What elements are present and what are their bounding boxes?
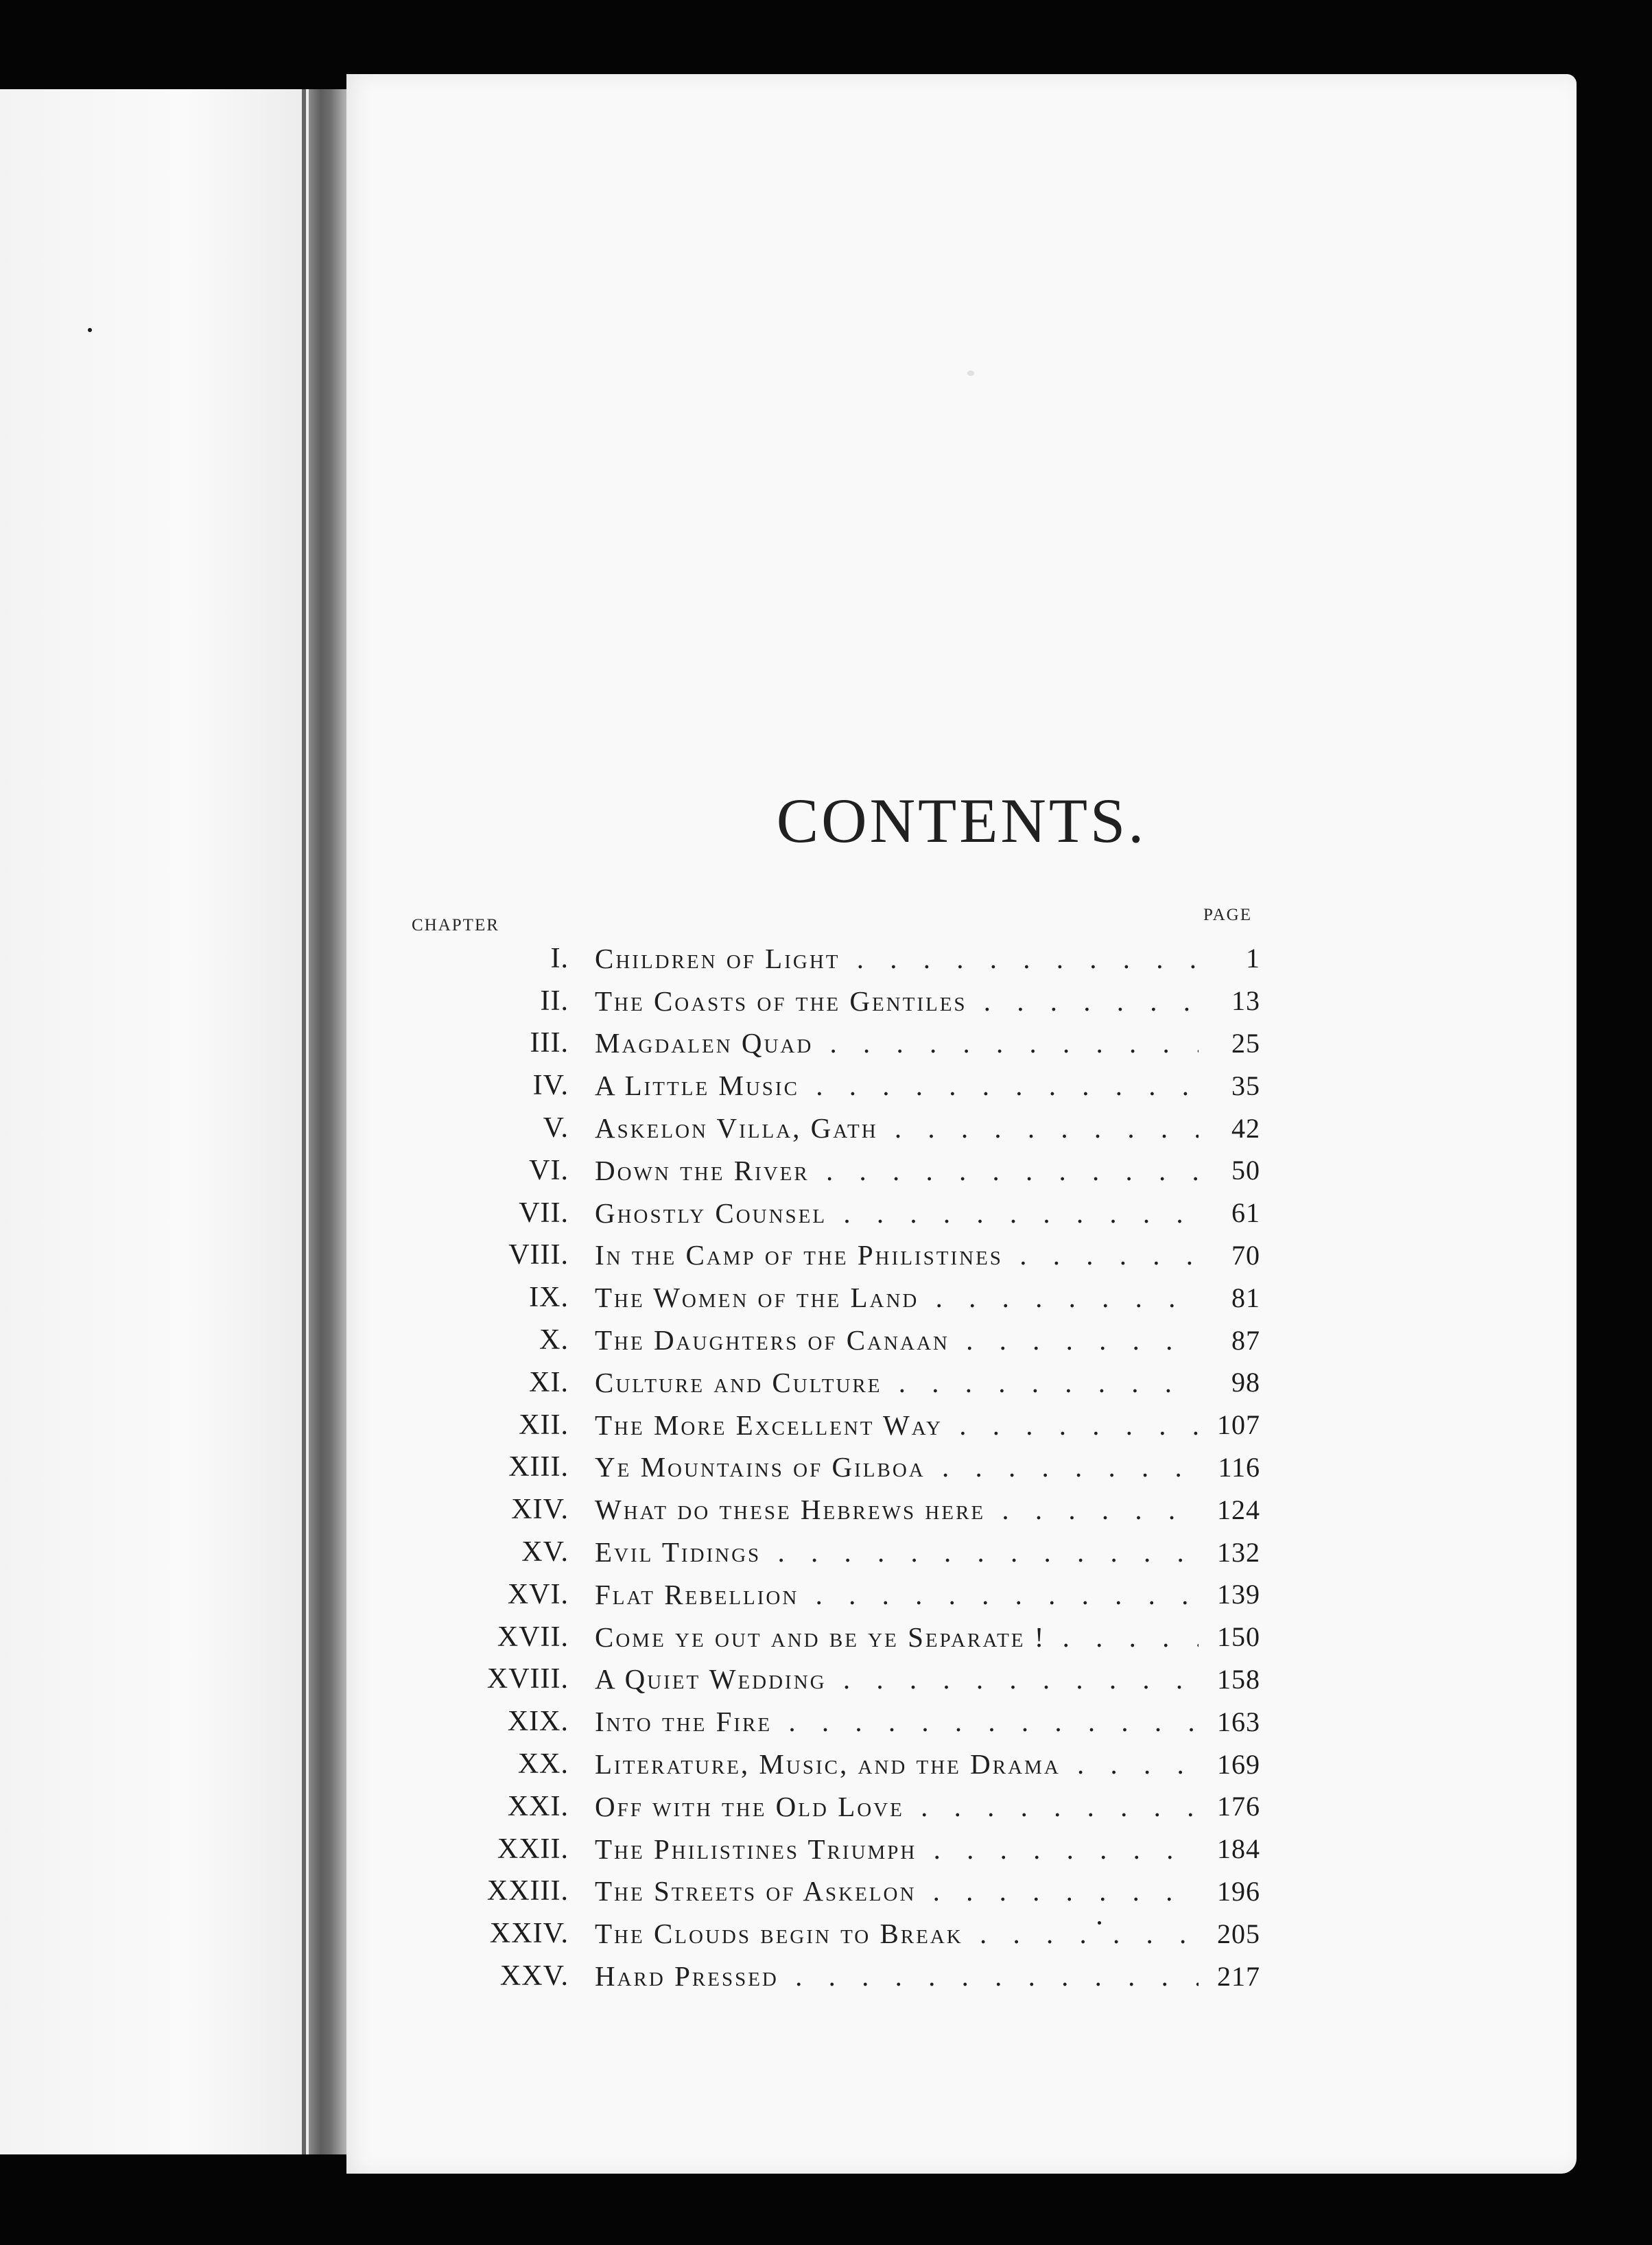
toc-entry [412, 980, 1303, 1022]
chapter-title: Ye Mountains of Gilboa . . [595, 1450, 1199, 1483]
page-number: 107 [1217, 1409, 1260, 1441]
page-number: 163 [1217, 1706, 1260, 1737]
chapter-number: VII. [519, 1197, 569, 1229]
chapter-title: Askelon Villa, Gath . . [595, 1112, 1199, 1144]
toc-entry [412, 1192, 1303, 1234]
scan-speck [967, 371, 974, 376]
page-number: 42 [1231, 1112, 1260, 1144]
chapter-title: Into the Fire . . [595, 1705, 1199, 1738]
toc-entry [412, 1022, 1303, 1065]
chapter-title: Literature, Music, and the Drama . . [595, 1748, 1199, 1780]
toc-entry [412, 1955, 1303, 1997]
chapter-number: XII. [519, 1409, 569, 1441]
facing-page [0, 89, 309, 2154]
chapter-number: XXIV. [489, 1918, 569, 1950]
chapter-title: The Philistines Triumph . . [595, 1833, 1199, 1866]
chapter-number: VI. [529, 1154, 569, 1186]
chapter-number: XV. [521, 1536, 569, 1568]
chapter-title: The Coasts of the Gentiles . . [595, 985, 1199, 1018]
page-number: 124 [1217, 1494, 1260, 1525]
toc-entry [412, 1319, 1303, 1361]
toc-entry [412, 937, 1303, 980]
page-title: CONTENTS. [776, 786, 1147, 856]
chapter-number: II. [540, 985, 569, 1017]
toc-entry [412, 1276, 1303, 1319]
page-column-label: PAGE [1203, 906, 1252, 924]
chapter-title: Come ye out and be ye Separate ! . . [595, 1621, 1199, 1654]
chapter-number: VIII. [508, 1239, 569, 1271]
page-number: 139 [1217, 1579, 1260, 1610]
page-number: 87 [1231, 1324, 1260, 1356]
chapter-title: Culture and Culture . . [595, 1366, 1199, 1399]
chapter-title: Magdalen Quad . . [595, 1026, 1199, 1059]
toc-entry [412, 1446, 1303, 1489]
page-number: 13 [1231, 985, 1260, 1017]
chapter-number: XI. [529, 1366, 569, 1398]
chapter-number: X. [539, 1324, 569, 1356]
page-number: 50 [1231, 1155, 1260, 1186]
page-number: 25 [1231, 1027, 1260, 1059]
chapter-title: Evil Tidings . . [595, 1536, 1199, 1568]
chapter-title: Children of Light . . [595, 942, 1199, 975]
chapter-number: XVI. [507, 1578, 569, 1610]
toc-entry [412, 1828, 1303, 1870]
chapter-number: XX. [517, 1748, 569, 1780]
chapter-number: XXIII. [486, 1875, 569, 1907]
toc-entry [412, 1743, 1303, 1785]
page-number: 35 [1231, 1070, 1260, 1101]
page-number: 98 [1231, 1367, 1260, 1398]
chapter-title: The Daughters of Canaan . . [595, 1324, 1199, 1356]
chapter-column-label: CHAPTER [412, 916, 499, 935]
chapter-title: Down the River . . [595, 1154, 1199, 1187]
chapter-title: Hard Pressed . . [595, 1960, 1199, 1993]
page-number: 70 [1231, 1239, 1260, 1271]
page-number: 1 [1246, 943, 1260, 974]
chapter-title: The Streets of Askelon . . [595, 1874, 1199, 1907]
chapter-title: A Quiet Wedding . . [595, 1662, 1199, 1695]
page-number: 196 [1217, 1875, 1260, 1907]
toc-entry [412, 1488, 1303, 1531]
toc-entry [412, 1573, 1303, 1616]
chapter-title: Ghostly Counsel . . [595, 1197, 1199, 1230]
page-number: 150 [1217, 1621, 1260, 1653]
scan-speck [88, 328, 92, 332]
toc-entry [412, 1658, 1303, 1701]
binding-shadow [302, 89, 306, 2154]
page-number: 176 [1217, 1791, 1260, 1822]
page-number: 61 [1231, 1197, 1260, 1229]
page-number: 217 [1217, 1960, 1260, 1992]
chapter-number: IX. [529, 1282, 569, 1314]
chapter-number: V. [543, 1112, 569, 1144]
toc-entry [412, 1785, 1303, 1828]
scan-speck [1098, 1921, 1101, 1925]
chapter-title: In the Camp of the Philistines . . [595, 1238, 1199, 1271]
chapter-title: What do these Hebrews here . . [595, 1493, 1199, 1526]
toc-entry [412, 1912, 1303, 1955]
contents-page [346, 74, 1577, 2174]
chapter-title: The Clouds begin to Break . . [595, 1917, 1199, 1950]
page-number: 205 [1217, 1918, 1260, 1949]
chapter-number: XXV. [499, 1960, 569, 1993]
page-number: 169 [1217, 1748, 1260, 1780]
chapter-number: XXI. [507, 1790, 569, 1822]
chapter-number: XIII. [508, 1451, 569, 1483]
chapter-number: XIX. [507, 1706, 569, 1738]
page-number: 184 [1217, 1833, 1260, 1865]
chapter-number: XVIII. [486, 1663, 569, 1695]
chapter-number: XIV. [511, 1494, 569, 1526]
toc-entry [412, 1531, 1303, 1573]
chapter-title: Off with the Old Love . . [595, 1790, 1199, 1823]
toc-entry [412, 1870, 1303, 1913]
chapter-title: The Women of the Land . . [595, 1281, 1199, 1314]
chapter-number: XVII. [497, 1621, 569, 1653]
toc-entry [412, 1107, 1303, 1149]
table-of-contents [412, 937, 1303, 1997]
chapter-title: Flat Rebellion . . [595, 1578, 1199, 1611]
chapter-number: I. [550, 942, 569, 974]
chapter-number: III. [530, 1027, 569, 1059]
toc-entry [412, 1700, 1303, 1743]
page-number: 132 [1217, 1536, 1260, 1568]
toc-entry [412, 1064, 1303, 1107]
chapter-number: XXII. [497, 1833, 569, 1865]
toc-entry [412, 1149, 1303, 1192]
page-number: 116 [1218, 1451, 1260, 1483]
page-number: 81 [1231, 1282, 1260, 1313]
chapter-title: A Little Music . . [595, 1069, 1199, 1102]
chapter-title: The More Excellent Way . . [595, 1409, 1199, 1442]
toc-entry [412, 1361, 1303, 1404]
chapter-number: IV. [532, 1070, 569, 1102]
page-number: 158 [1217, 1663, 1260, 1695]
toc-entry [412, 1616, 1303, 1658]
toc-entry [412, 1404, 1303, 1446]
toc-entry [412, 1234, 1303, 1277]
